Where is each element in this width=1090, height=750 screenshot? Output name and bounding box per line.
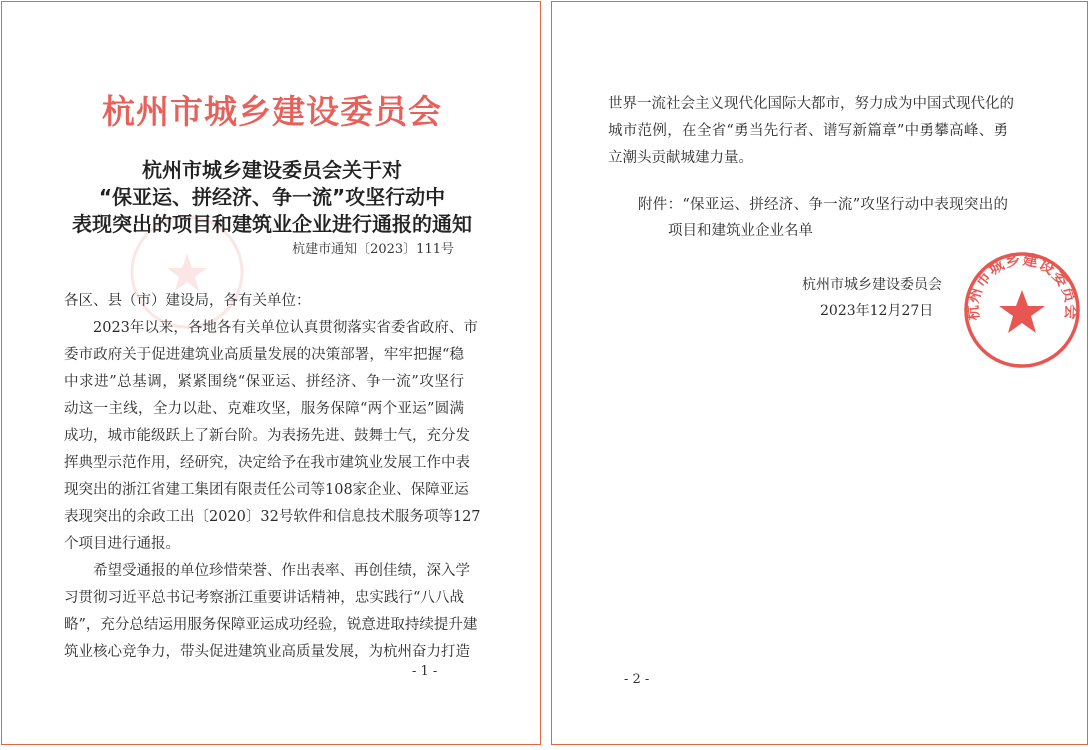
attachment-line: 项目和建筑业企业名单 <box>668 223 813 239</box>
svg-text:杭州市城乡建设委员会: 杭州市城乡建设委员会 <box>963 250 1081 322</box>
body-line: 筑业核心竞争力，带头促进建筑业高质量发展，为杭州奋力打造 <box>64 644 470 660</box>
body-line: 挥典型示范作用，经研究，决定给予在我市建筑业发展工作中表 <box>64 455 470 471</box>
body-line: 现突出的浙江省建工集团有限责任公司等108家企业、保障亚运 <box>64 482 469 498</box>
signature-date: 2023年12月27日 <box>820 303 934 319</box>
page-number: - 2 - <box>624 672 650 687</box>
body-line: 2023年以来，各地各有关单位认真贯彻落实省委省政府、市 <box>64 320 478 336</box>
document-page-1 <box>1 1 541 745</box>
body-line: 习贯彻习近平总书记考察浙江重要讲话精神，忠实践行“八八战 <box>64 590 464 606</box>
body-line: 委市政府关于促进建筑业高质量发展的决策部署，牢牢把握“稳 <box>64 347 464 363</box>
body-line: 立潮头贡献城建力量。 <box>608 150 753 166</box>
official-stamp-seal <box>962 250 1082 370</box>
body-line: 城市范例，在全省“勇当先行者、谱写新篇章”中勇攀高峰、勇 <box>608 123 1008 139</box>
body-line: 表现突出的余政工出〔2020〕32号软件和信息技术服务项等127 <box>64 509 481 525</box>
headline-line-2: “保亚运、拼经济、争一流”攻坚行动中 <box>98 185 446 209</box>
document-number: 杭建市通知〔2023〕111号 <box>292 242 454 257</box>
body-line: 略”，充分总结运用服务保障亚运成功经验，锐意进取持续提升建 <box>64 617 478 633</box>
salutation: 各区、县（市）建设局，各有关单位： <box>64 293 311 309</box>
body-line: 中求进”总基调，紧紧围绕“保亚运、拼经济、争一流”攻坚行 <box>64 374 464 390</box>
headline-line-3: 表现突出的项目和建筑业企业进行通报的通知 <box>72 212 472 236</box>
body-line: 希望受通报的单位珍惜荣誉、作出表率、再创佳绩，深入学 <box>64 563 470 579</box>
body-line: 个项目进行通报。 <box>64 536 180 552</box>
signature-org: 杭州市城乡建设委员会 <box>802 277 942 293</box>
page-number: - 1 - <box>412 664 438 679</box>
body-line: 动这一主线，全力以赴、克难攻坚，服务保障“两个亚运”圆满 <box>64 401 464 417</box>
org-header: 杭州市城乡建设委员会 <box>102 92 442 131</box>
attachment-line: 附件：“保亚运、拼经济、争一流”攻坚行动中表现突出的 <box>638 197 1008 213</box>
body-line: 世界一流社会主义现代化国际大都市，努力成为中国式现代化的 <box>608 96 1014 112</box>
document-page-2 <box>551 1 1088 745</box>
headline-line-1: 杭州市城乡建设委员会关于对 <box>142 158 402 182</box>
body-line: 成功，城市能级跃上了新台阶。为表扬先进、鼓舞士气，充分发 <box>64 428 470 444</box>
